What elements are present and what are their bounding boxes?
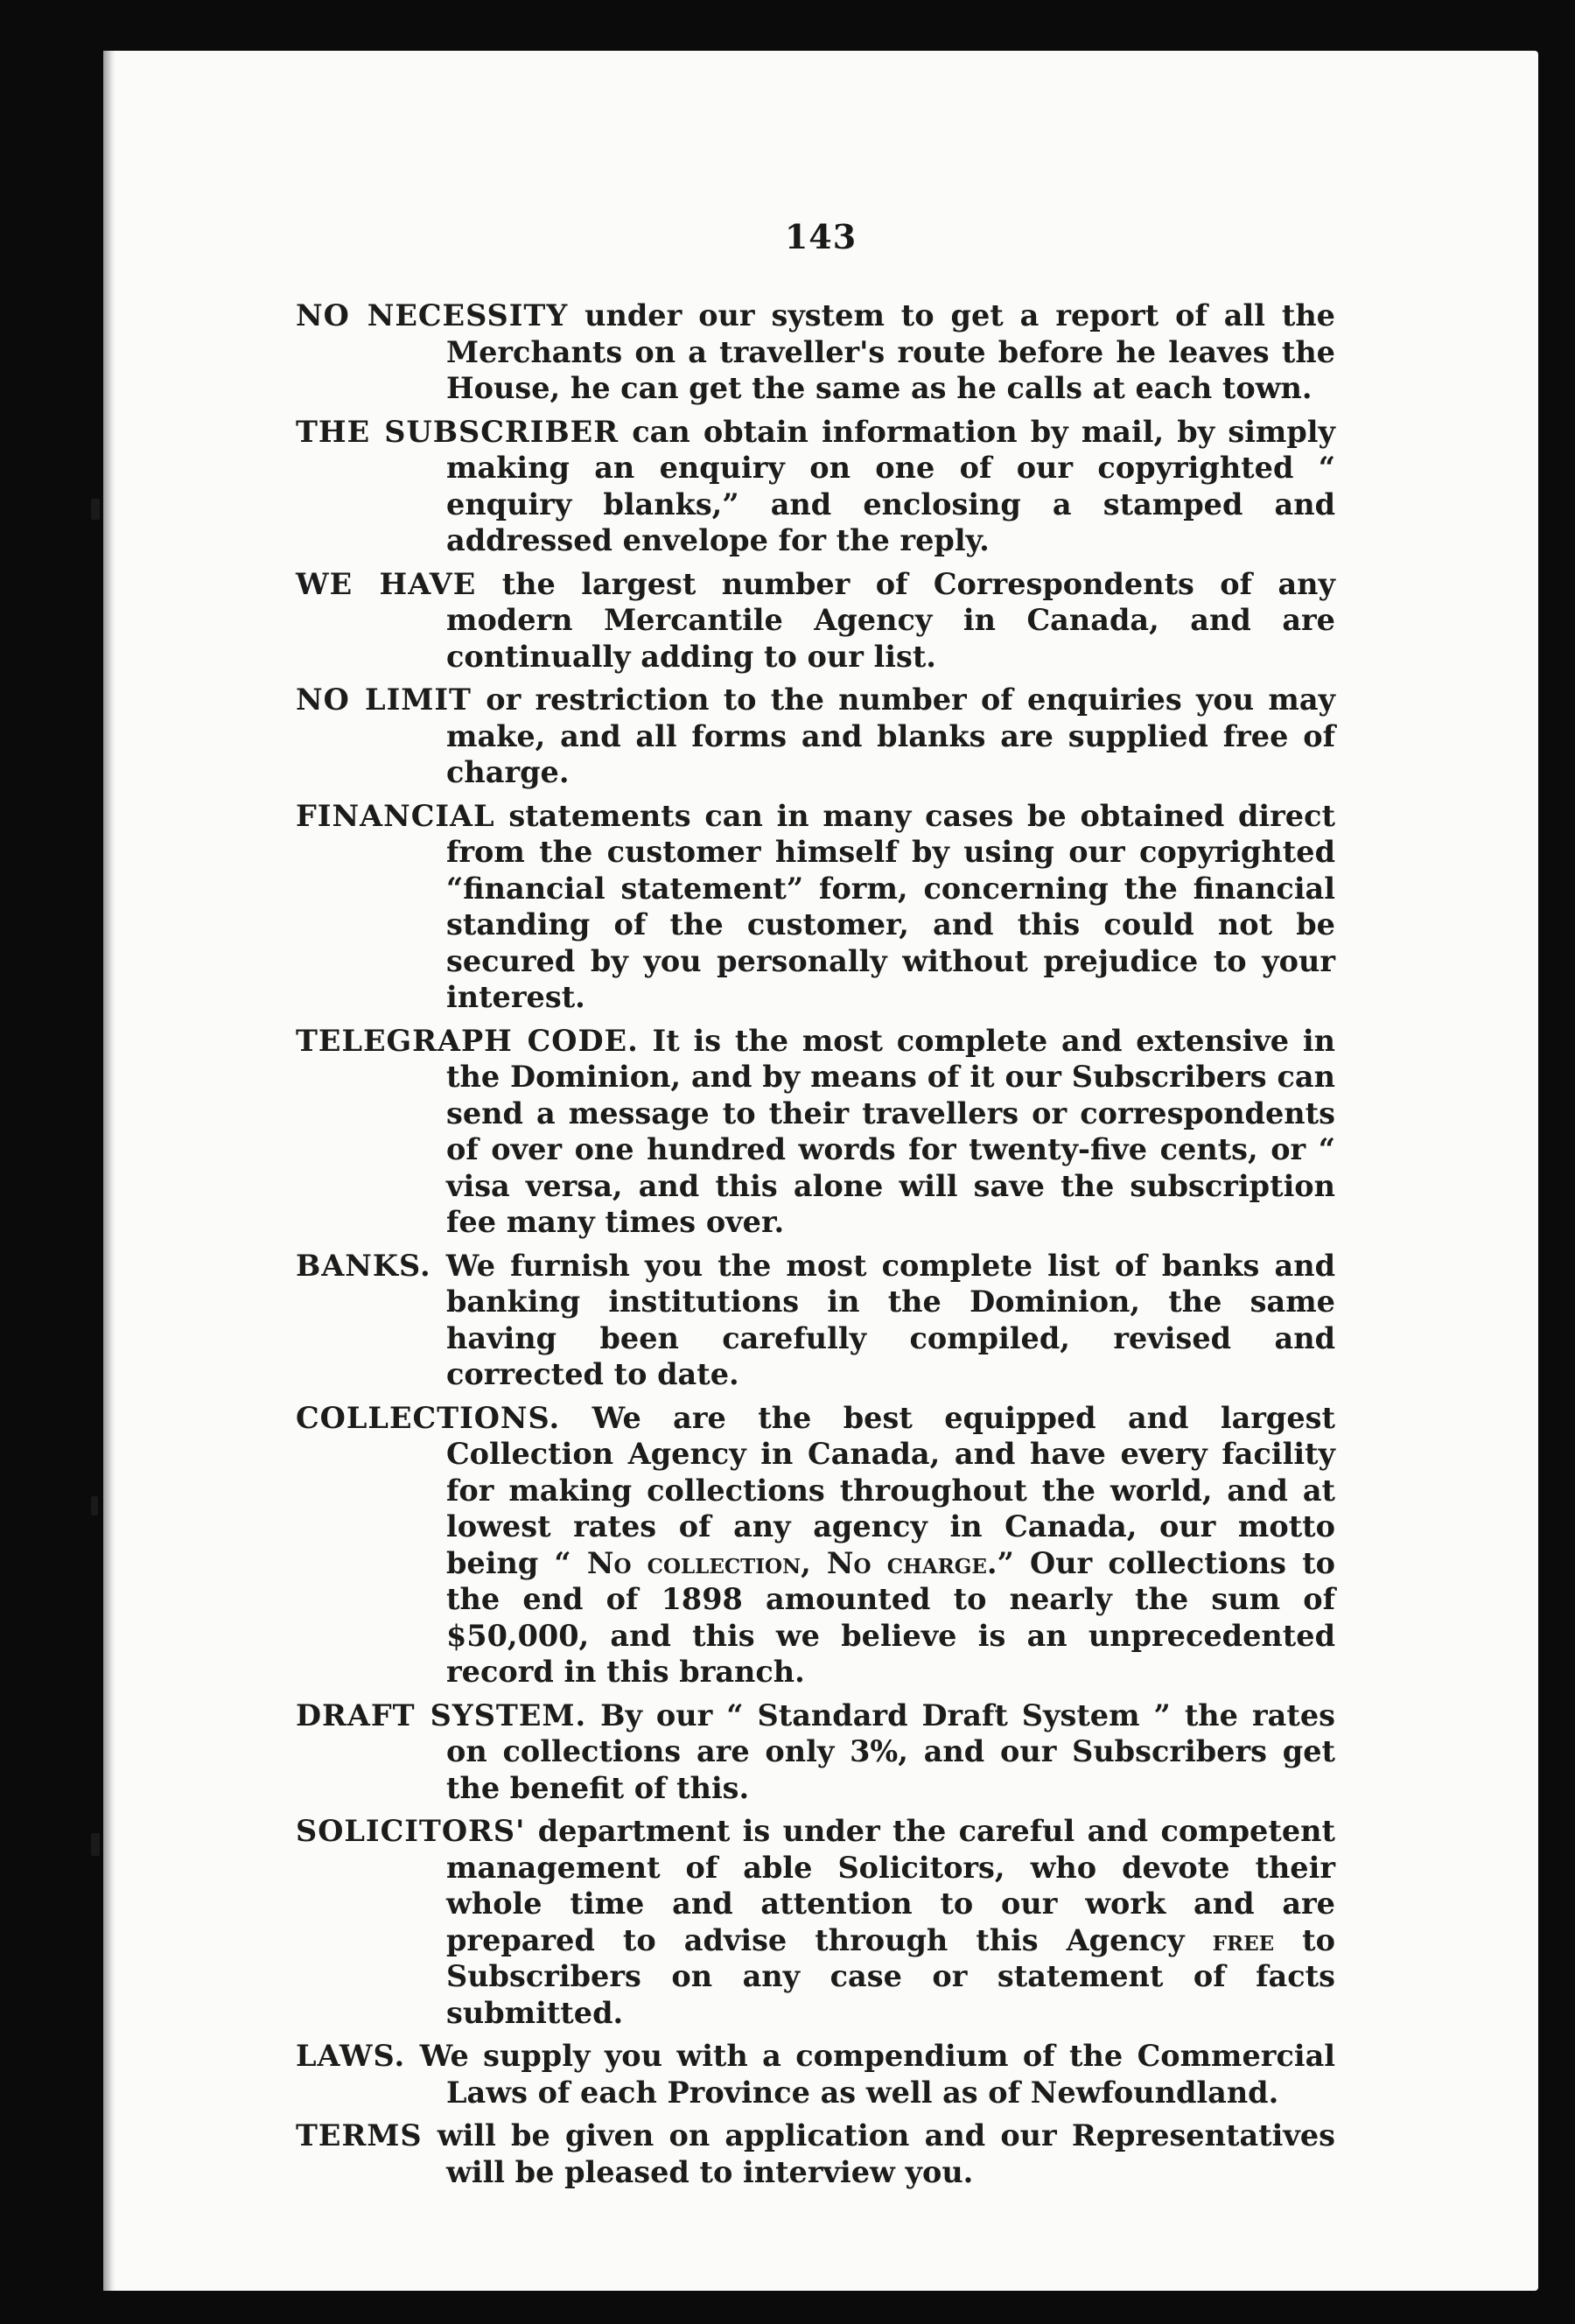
entry-we-have [296, 566, 1335, 676]
entry-banks [296, 1248, 1335, 1393]
entry-text: or restriction to the number of enquiries you may make, and all forms and blanks are supplied free of charge. [446, 682, 1335, 789]
entry-heading: NO NECESSITY [296, 298, 569, 332]
entry-draft-system [296, 1698, 1335, 1807]
entry-no-necessity [296, 298, 1335, 407]
entry-collections [296, 1400, 1335, 1690]
entry-heading: NO LIMIT [296, 682, 472, 717]
entry-text: By our “ Standard Draft System ” the rates on collections are only 3%, and our Subscribers get the benefit of this. [446, 1698, 1335, 1805]
page-binding-shadow [103, 51, 116, 2291]
entry-heading: SOLICITORS' [296, 1814, 526, 1848]
scan-mark [91, 499, 100, 520]
page-number: 143 [784, 217, 858, 256]
scan-mark [91, 1496, 98, 1516]
entry-no-limit [296, 682, 1335, 791]
entry-financial [296, 798, 1335, 1016]
entry-terms [296, 2118, 1335, 2190]
entry-text: statements can in many cases be obtained direct from the customer himself by using our copyrighted “financial statement” form, concerning the financial standing of the customer, and this could not be secured by you personally without prejudice to your interest. [446, 798, 1335, 1014]
entry-heading: DRAFT SYSTEM. [296, 1698, 587, 1732]
entry-text: the largest number of Correspondents of any modern Mercantile Agency in Canada, and are continually adding to our list. [446, 566, 1335, 674]
entry-list [296, 298, 1335, 2197]
entry-heading: FINANCIAL [296, 798, 495, 833]
entry-heading: TELEGRAPH CODE. [296, 1023, 639, 1058]
entry-heading: COLLECTIONS. [296, 1400, 561, 1435]
entry-solicitors [296, 1813, 1335, 2031]
book-page [103, 51, 1538, 2291]
entry-heading: WE HAVE [296, 566, 477, 601]
entry-telegraph-code [296, 1023, 1335, 1241]
entry-text: We furnish you the most complete list of banks and banking institutions in the Dominion, the same having been carefully compiled, revised and corrected to date. [430, 1248, 1335, 1391]
entry-heading: THE SUBSCRIBER [296, 414, 620, 449]
entry-text: We supply you with a compendium of the Commercial Laws of each Province as well as of Newfoundland. [405, 2039, 1335, 2110]
entry-text: We are the best equipped and largest Collection Agency in Canada, and have every facility for making collections throughout the world, and at lowest rates of any agency in Canada, our motto being “ [446, 1400, 1335, 1580]
entry-text: under our system to get a report of all the Merchants on a traveller's route before he leaves the House, he can get the same as he calls at each town. [446, 298, 1335, 405]
entry-text-continued: to Subscribers on any case or statement of facts submitted. [446, 1922, 1335, 2030]
entry-text: department is under the careful and competent management of able Solicitors, who devote their whole time and attention to our work and are prepared to advise through this Agency [446, 1814, 1335, 1957]
entry-heading: LAWS. [296, 2039, 406, 2073]
entry-text: It is the most complete and extensive in the Dominion, and by means of it our Subscribers can send a message to their travellers or correspondents of over one hundred words for twenty-five cents, or “ visa versa, and this alone will save the subscription fee many times over. [446, 1023, 1335, 1239]
entry-text-continued: ” Our collections to the end of 1898 amounted to nearly the sum of $50,000, and this we believe is an unprecedented record in this branch. [446, 1545, 1336, 1689]
entry-free-word: free [1212, 1922, 1275, 1957]
entry-motto: No collection, No charge. [586, 1545, 998, 1580]
entry-heading: BANKS. [296, 1248, 431, 1283]
entry-text: can obtain information by mail, by simply making an enquiry on one of our copyrighted “ enquiry blanks,” and enclosing a stamped and addressed envelope for the reply. [446, 414, 1335, 557]
entry-laws [296, 2038, 1335, 2110]
entry-heading: TERMS [296, 2118, 423, 2152]
entry-text: will be given on application and our Representatives will be pleased to interview you. [422, 2118, 1335, 2189]
entry-the-subscriber [296, 414, 1335, 559]
scan-mark [91, 1833, 100, 1856]
